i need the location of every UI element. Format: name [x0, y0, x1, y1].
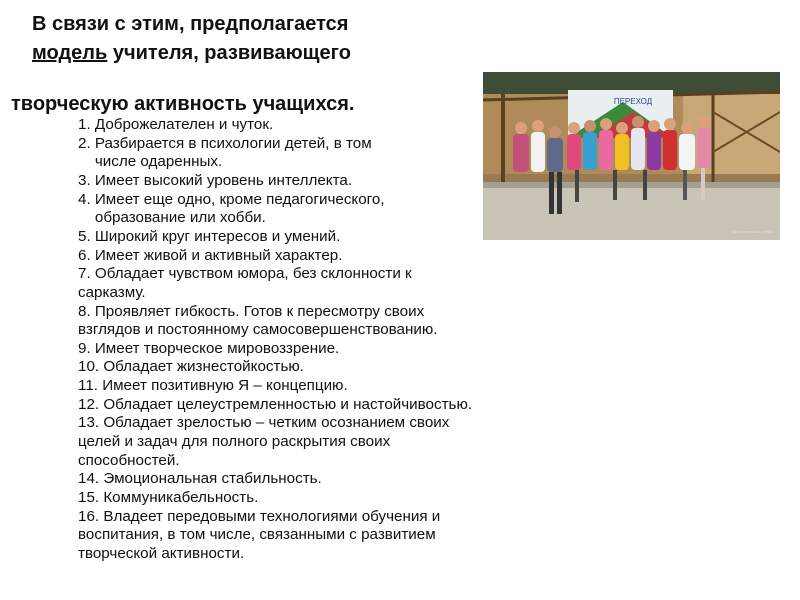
list-item-line: 9. Имеет творческое мировоззрение. — [78, 339, 340, 357]
list-item-line: 1. Доброжелателен и чуток. — [78, 116, 274, 133]
list-item-line: 10. Обладает жизнестойкостью. — [78, 358, 304, 376]
list-item-line: творческой активности. — [78, 544, 245, 562]
list-item-line: 12. Обладает целеустремленностью и настойчивостью. — [78, 395, 473, 413]
list-item-line: 7. Обладает чувством юмора, без склонности к — [78, 265, 412, 283]
list-item-line: 8. Проявляет гибкость. Готов к пересмотру своих — [78, 302, 425, 320]
list-item-line: образование или хобби. — [78, 209, 266, 227]
list-item-line: воспитания, в том числе, связанными с развитием — [78, 526, 436, 544]
list-item-line: взглядов и постоянному самосовершенствованию. — [78, 321, 438, 339]
list-item-line: 6. Имеет живой и активный характер. — [78, 246, 343, 264]
slide-title-line-2-rest: учителя, развивающего — [107, 42, 351, 64]
photo-watermark: ~~~~~~~~.~~~ — [732, 230, 773, 236]
list-item-line: 16. Владеет передовыми технологиями обучения и — [78, 507, 441, 525]
list-item-line: 2. Разбирается в психологии детей, в том — [78, 134, 372, 152]
list-item-line: 3. Имеет высокий уровень интеллекта. — [78, 171, 353, 189]
list-item-line: целей и задач для полного раскрытия своих — [78, 433, 391, 451]
list-item-line: сарказму. — [78, 283, 146, 301]
list-item-line: 5. Широкий круг интересов и умений. — [78, 227, 341, 245]
list-item-line: 13. Обладает зрелостью – четким осознанием своих — [78, 414, 450, 432]
list-item-line: способностей. — [78, 451, 180, 469]
list-item-line: числе одаренных. — [78, 153, 223, 171]
banner-text: ПЕРЕХОД — [613, 97, 653, 106]
list-item-line: 15. Коммуникабельность. — [78, 489, 259, 506]
list-item-line: 11. Имеет позитивную Я – концепцию. — [78, 377, 348, 395]
list-item-line: 14. Эмоциональная стабильность. — [78, 470, 322, 488]
slide-title-line-3: творческую активность учащихся. — [11, 93, 355, 115]
slide-title-line-1: В связи с этим, предполагается — [32, 13, 349, 35]
list-item-line: 4. Имеет еще одно, кроме педагогического, — [78, 190, 385, 208]
underlined-word: модель — [32, 42, 108, 64]
